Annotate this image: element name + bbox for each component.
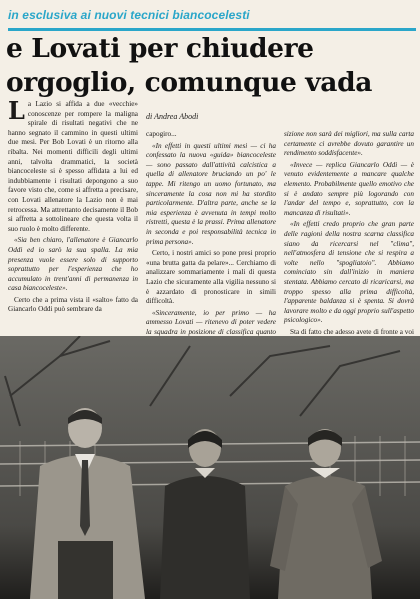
- drop-cap: L: [8, 96, 25, 125]
- byline: di Andrea Abodi: [146, 112, 199, 121]
- col2-paragraph-0: capogiro...: [146, 130, 177, 138]
- col3-paragraph-4: Sta di fatto che adesso avete di fronte a voi: [290, 327, 414, 336]
- col1-paragraph-1: [8, 96, 138, 234]
- kicker-rule: [8, 28, 416, 31]
- col2-paragraph-1: «In effetti in questi ultimi mesi — ci ha confessato la nuova «guida» biancoceleste — sono passato dall'attività calcistica a quella di allenatore bruciando un po' le tappe. Mi ritengo un uomo fortunato, ma sinceramente la cosa non mi ha stordito particolarmente. D'altra parte, anche se la mia esperienza è avvenuta in tempi molto ristretti, questa è la prassi. Prima allenatore in seconda e poi responsabilità tecnica in prima persona».: [146, 141, 276, 246]
- col2-paragraph-3: «Sinceramente, io per primo — ha ammesso Lovati — ritenevo di poter vedere la squadra in posizione di classifica quanto: [146, 308, 276, 336]
- col3-paragraph-1: sizione non sarà dei migliori, ma sulla carta certamente ci avrebbe dovuto garantire un rendimento soddisfacente».: [284, 130, 414, 158]
- col1-paragraph-3: Certo che a prima vista il «salto» fatto da Giancarlo Oddi può sembrare da: [8, 295, 138, 314]
- column-3: [284, 130, 414, 359]
- headline-line-2: orgoglio, comunque vada: [6, 67, 372, 98]
- col3-paragraph-2: «Invece — replica Giancarlo Oddi — è venuto evidentemente a mancare qualche elemento. Probabilmente quello emotivo che si è andato sempre più logorando con l'andar del tempo e, soprattutto, con la mancanza di risultati».: [284, 160, 414, 217]
- column-1: [8, 96, 138, 317]
- kicker: in esclusiva ai nuovi tecnici biancocelesti: [8, 8, 250, 22]
- col1-paragraph-2: «Sia ben chiaro, l'allenatore è Giancarlo Oddi ed io sarò la sua spalla. La mia presenza vuole essere solo di supporto soprattutto per l'esperienza che ho accumulato in trent'anni di permanenza in casa biancoceleste».: [8, 236, 138, 293]
- coaches-photo-illustration: [0, 336, 420, 599]
- column-2: [146, 130, 276, 359]
- col3-paragraph-3: «In effetti credo proprio che gran parte delle ragioni della nostra scarna classifica siano da ricercarsi nel "clima", nell'atmosfera di tensione che si respira a volte nello "spogliatoio". Abbiamo cominciato sin dall'inizio in maniera stentata. Abbiamo cercato di ricaricarsi, ma troppo spesso alla prima difficoltà, l'apparente baldanza si è spenta. Si dovrà lavorare molto e da oggi proprio sull'aspetto psicologico».: [284, 220, 414, 325]
- col1-p1-text: a Lazio si affida a due «vecchie» conoscenze per rompere la maligna spirale di risultati negativi che ne hanno segnato il cammino in questi ultimi due mesi. Per Bob Lovati è un ritorno alla ribalta. Nei momenti difficili degli ultimi anni, talvolta drammatici, la società biancoceleste si è spesso affidata a lui ed indubbiamente i risultati depongono a suo favore visto che, come si affretta a precisare, con Lovati allenatore la Lazio non è mai retrocessa. Ma attrettanto decisamente il Bob si affretta a sottolineare che questa volta il suo ruolo è molto differente.: [8, 100, 138, 233]
- headline-line-1: e Lovati per chiudere: [6, 33, 314, 64]
- headline: [6, 32, 416, 100]
- col2-paragraph-2: Certo, i nostri amici so pone presi proprio «una brutta gatta da pelare»... Cerchiamo di analizzare sommariamente i mali di questa Lazio che sicuramente alla vigilia nessuno si è azzardato di pronosticare in simili difficoltà.: [146, 249, 276, 306]
- coaches-photo: [0, 336, 420, 599]
